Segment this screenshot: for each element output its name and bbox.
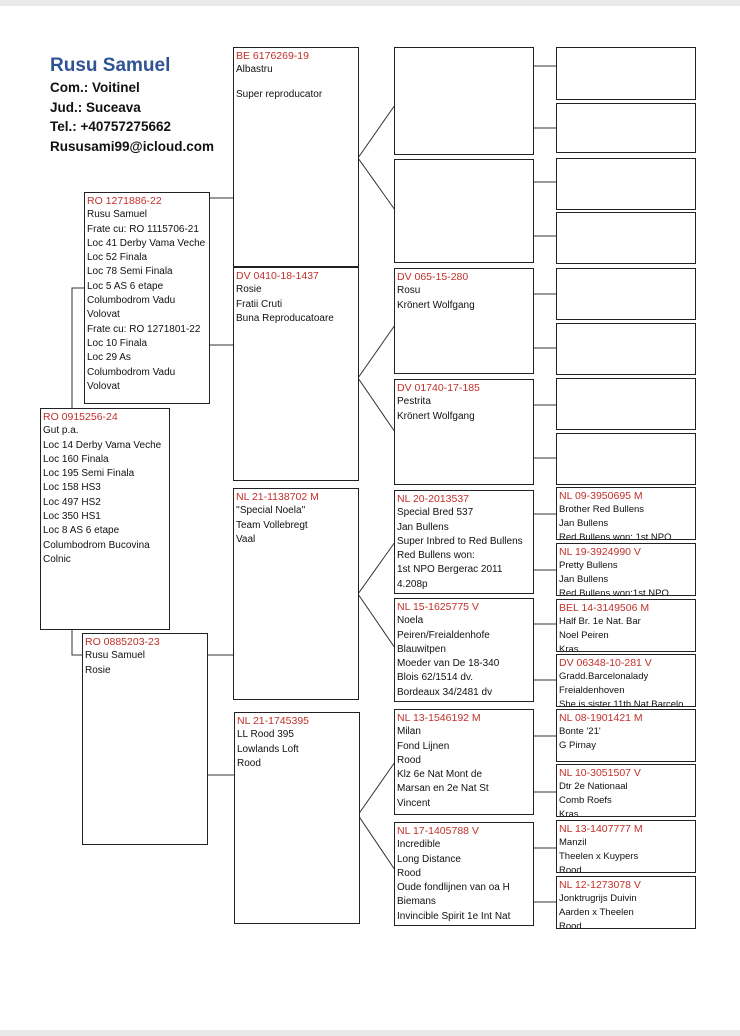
pigeon-info-line: Rood <box>237 757 261 769</box>
owner-phone: Tel.: +40757275662 <box>50 119 171 134</box>
great-grandparent-card <box>394 490 534 594</box>
pigeon-info-line: Brother Red Bullens <box>559 504 645 515</box>
subject-pigeon-card <box>40 408 170 630</box>
ancestor-card <box>556 323 696 375</box>
ancestor-card <box>556 487 696 540</box>
pigeon-info-line: Frate cu: RO 1115706-21 <box>87 223 199 235</box>
ring-number: DV 065-15-280 <box>397 271 469 283</box>
pigeon-info-line: Red Bullens won:1st NPO <box>559 588 669 596</box>
ancestor-card <box>556 212 696 264</box>
pigeon-info-line: Loc 14 Derby Vama Veche <box>43 439 162 451</box>
dam-card <box>82 633 208 845</box>
pigeon-info-line: Comb Roefs <box>559 795 612 806</box>
great-grandparent-card <box>394 268 534 374</box>
grandparent-card <box>233 47 359 267</box>
pigeon-info-line: Kras <box>559 809 579 817</box>
great-grandparent-card <box>394 159 534 263</box>
grandparent-card <box>233 488 359 700</box>
pigeon-info-line: She is sister 11th Nat Barcelo <box>559 699 684 707</box>
pigeon-info-line: Peiren/Freialdenhofe <box>397 629 490 641</box>
ancestor-card <box>556 654 696 707</box>
ancestor-card <box>556 876 696 929</box>
pigeon-info-line: Loc 8 AS 6 etape <box>43 525 120 537</box>
owner-commune: Com.: Voitinel <box>50 80 140 95</box>
pigeon-info-line: Gut p.a. <box>43 425 79 437</box>
pigeon-info-line: 4.208p <box>397 578 428 590</box>
pigeon-info-line: Jan Bullens <box>559 574 609 585</box>
ring-number: RO 0885203-23 <box>85 636 160 648</box>
ring-number: NL 17-1405788 V <box>397 825 479 837</box>
pigeon-info-line: Half Br. 1e Nat. Bar <box>559 616 641 627</box>
pigeon-info-line: Loc 497 HS2 <box>43 496 101 508</box>
pigeon-info-line <box>236 78 356 88</box>
pigeon-info-line: Loc 350 HS1 <box>43 511 101 523</box>
great-grandparent-card <box>394 822 534 926</box>
pigeon-info-line: Loc 195 Semi Finala <box>43 468 135 480</box>
ring-number: NL 21-1745395 <box>237 715 310 727</box>
ring-number: NL 08-1901421 M <box>559 712 643 724</box>
ancestor-card <box>556 709 696 762</box>
pigeon-info-line: Rood <box>397 754 421 766</box>
ancestor-card <box>556 433 696 485</box>
ring-number: RO 0915256-24 <box>43 411 118 423</box>
ring-number: DV 0410-18-1437 <box>236 270 319 282</box>
pigeon-info-line: Super Inbred to Red Bullens <box>397 535 523 547</box>
ring-number: BE 6176269-19 <box>236 50 309 62</box>
pigeon-info-line: Krönert Wolfgang <box>397 410 475 422</box>
pigeon-info-line: Long Distance <box>397 853 461 865</box>
pigeon-info-line: Rosie <box>85 664 111 676</box>
pigeon-info-line: Columbodrom Vadu <box>87 295 176 307</box>
pigeon-info-line: Jan Bullens <box>397 521 449 533</box>
ring-number: BEL 14-3149506 M <box>559 602 650 614</box>
pigeon-info-line: Fond Lijnen <box>397 740 450 752</box>
grandparent-card <box>234 712 360 924</box>
ring-number: NL 20-2013537 <box>397 493 470 505</box>
great-grandparent-card <box>394 598 534 702</box>
pigeon-info-line: Frate cu: RO 1271801-22 <box>87 323 201 335</box>
pigeon-info-line: Loc 41 Derby Vama Veche <box>87 237 206 249</box>
owner-info <box>50 54 214 156</box>
pigeon-info-line: Rood <box>397 867 421 879</box>
pigeon-info-line: Volovat <box>87 380 120 392</box>
pigeon-info-line: Noela <box>397 615 424 627</box>
pigeon-info-line: G Pirnay <box>559 740 596 751</box>
pigeon-info-line: Loc 78 Semi Finala <box>87 266 173 278</box>
grandparent-card <box>233 267 359 481</box>
pigeon-info-line: LL Rood 395 <box>237 729 294 741</box>
pigeon-info-line: Gradd.Barcelonalady <box>559 671 649 682</box>
pigeon-info-line: Bonte '21' <box>559 726 601 737</box>
pigeon-info-line: Oude fondlijnen van oa H <box>397 882 510 894</box>
pigeon-info-line: Noel Peiren <box>559 630 609 641</box>
pigeon-info-line: Loc 10 Finala <box>87 337 148 349</box>
pigeon-info-line: Milan <box>397 726 421 738</box>
ring-number: DV 06348-10-281 V <box>559 657 652 669</box>
ring-number: DV 01740-17-185 <box>397 382 480 394</box>
pigeon-info-line: Rusu Samuel <box>85 650 146 662</box>
pigeon-info-line: Red Bullens won: 1st NPO <box>559 532 672 540</box>
ancestor-card <box>556 103 696 153</box>
pigeon-info-line: Manzil <box>559 837 587 848</box>
pigeon-info-line: Rusu Samuel <box>87 209 148 221</box>
pigeon-info-line: Jonktrugrijs Duivin <box>559 893 637 904</box>
pigeon-info-line: Super reproducator <box>236 88 323 100</box>
pigeon-info-line: Colnic <box>43 553 71 565</box>
pigeon-info-line: Jan Bullens <box>559 518 609 529</box>
ring-number: RO 1271886-22 <box>87 195 162 207</box>
ancestor-card <box>556 378 696 430</box>
pigeon-info-line: ''Special Noela'' <box>236 505 306 517</box>
pigeon-info-line: Marsan en 2e Nat St <box>397 783 489 795</box>
ancestor-card <box>556 268 696 320</box>
page-bottom-band <box>0 1030 740 1036</box>
pigeon-info-line: Loc 158 HS3 <box>43 482 101 494</box>
pigeon-info-line: Incredible <box>397 839 441 851</box>
sire-card <box>84 192 210 404</box>
pigeon-info-line: Theelen x Kuypers <box>559 851 639 862</box>
pigeon-info-line: Freialdenhoven <box>559 685 625 696</box>
great-grandparent-card <box>394 47 534 155</box>
ancestor-card <box>556 764 696 817</box>
pigeon-info-line: Biemans <box>397 896 436 908</box>
pigeon-info-line: Krönert Wolfgang <box>397 299 475 311</box>
pigeon-info-line: Loc 160 Finala <box>43 453 109 465</box>
ancestor-card <box>556 820 696 873</box>
pigeon-info-line: Blois 62/1514 dv. <box>397 672 473 684</box>
ancestor-card <box>556 599 696 652</box>
pigeon-info-line: Columbodrom Vadu <box>87 366 176 378</box>
pigeon-info-line: Rood <box>559 921 582 929</box>
pigeon-info-line: Invincible Spirit 1e Int Nat <box>397 910 511 922</box>
great-grandparent-card <box>394 709 534 815</box>
ring-number: NL 12-1273078 V <box>559 879 641 891</box>
pigeon-info-line: Rosu <box>397 285 421 297</box>
ring-number: NL 10-3051507 V <box>559 767 641 779</box>
ring-number: NL 13-1407777 M <box>559 823 643 835</box>
pigeon-info-line: Team Vollebregt <box>236 519 308 531</box>
pigeon-info-line: Blauwitpen <box>397 643 446 655</box>
pigeon-info-line: Albastru <box>236 64 273 76</box>
pigeon-info-line: Special Bred 537 <box>397 507 474 519</box>
ring-number: NL 21-1138702 M <box>236 491 319 503</box>
pigeon-info-line: Buna Reproducatoare <box>236 312 334 324</box>
pigeon-info-line: Rood <box>559 865 582 873</box>
ancestor-card <box>556 543 696 596</box>
pigeon-info-line: Rosie <box>236 284 262 296</box>
great-grandparent-card <box>394 379 534 485</box>
owner-email: Rususami99@icloud.com <box>50 138 214 154</box>
pigeon-info-line: Aarden x Theelen <box>559 907 634 918</box>
pigeon-info-line: Red Bullens won: <box>397 550 475 562</box>
pigeon-info-line: Loc 29 As <box>87 352 131 364</box>
pigeon-info-line: Volovat <box>87 309 120 321</box>
ancestor-card <box>556 47 696 100</box>
owner-name: Rusu Samuel <box>50 55 171 76</box>
pigeon-info-line: Lowlands Loft <box>237 743 299 755</box>
pigeon-info-line: Vincent <box>397 797 431 809</box>
ring-number: NL 15-1625775 V <box>397 601 479 613</box>
pigeon-info-line: Pretty Bullens <box>559 560 618 571</box>
pigeon-info-line: Pestrita <box>397 396 431 408</box>
pigeon-info-line: Klz 6e Nat Mont de <box>397 769 483 781</box>
ring-number: NL 09-3950695 M <box>559 490 643 502</box>
owner-county: Jud.: Suceava <box>50 99 141 115</box>
pigeon-info-line: Dtr 2e Nationaal <box>559 781 628 792</box>
pigeon-info-line: Columbodrom Bucovina <box>43 539 150 551</box>
ancestor-card <box>556 158 696 210</box>
pigeon-info-line: 1st NPO Bergerac 2011 <box>397 564 503 576</box>
pigeon-info-line: Vaal <box>236 533 256 545</box>
pigeon-info-line: Fratii Cruti <box>236 298 283 310</box>
ring-number: NL 13-1546192 M <box>397 712 481 724</box>
pigeon-info-line: Bordeaux 34/2481 dv <box>397 686 493 698</box>
pigeon-info-line: Moeder van De 18-340 <box>397 658 500 670</box>
pigeon-info-line: Loc 52 Finala <box>87 252 148 264</box>
pigeon-info-line: Loc 5 AS 6 etape <box>87 280 164 292</box>
ring-number: NL 19-3924990 V <box>559 546 641 558</box>
pigeon-info-line: Kras <box>559 644 579 652</box>
